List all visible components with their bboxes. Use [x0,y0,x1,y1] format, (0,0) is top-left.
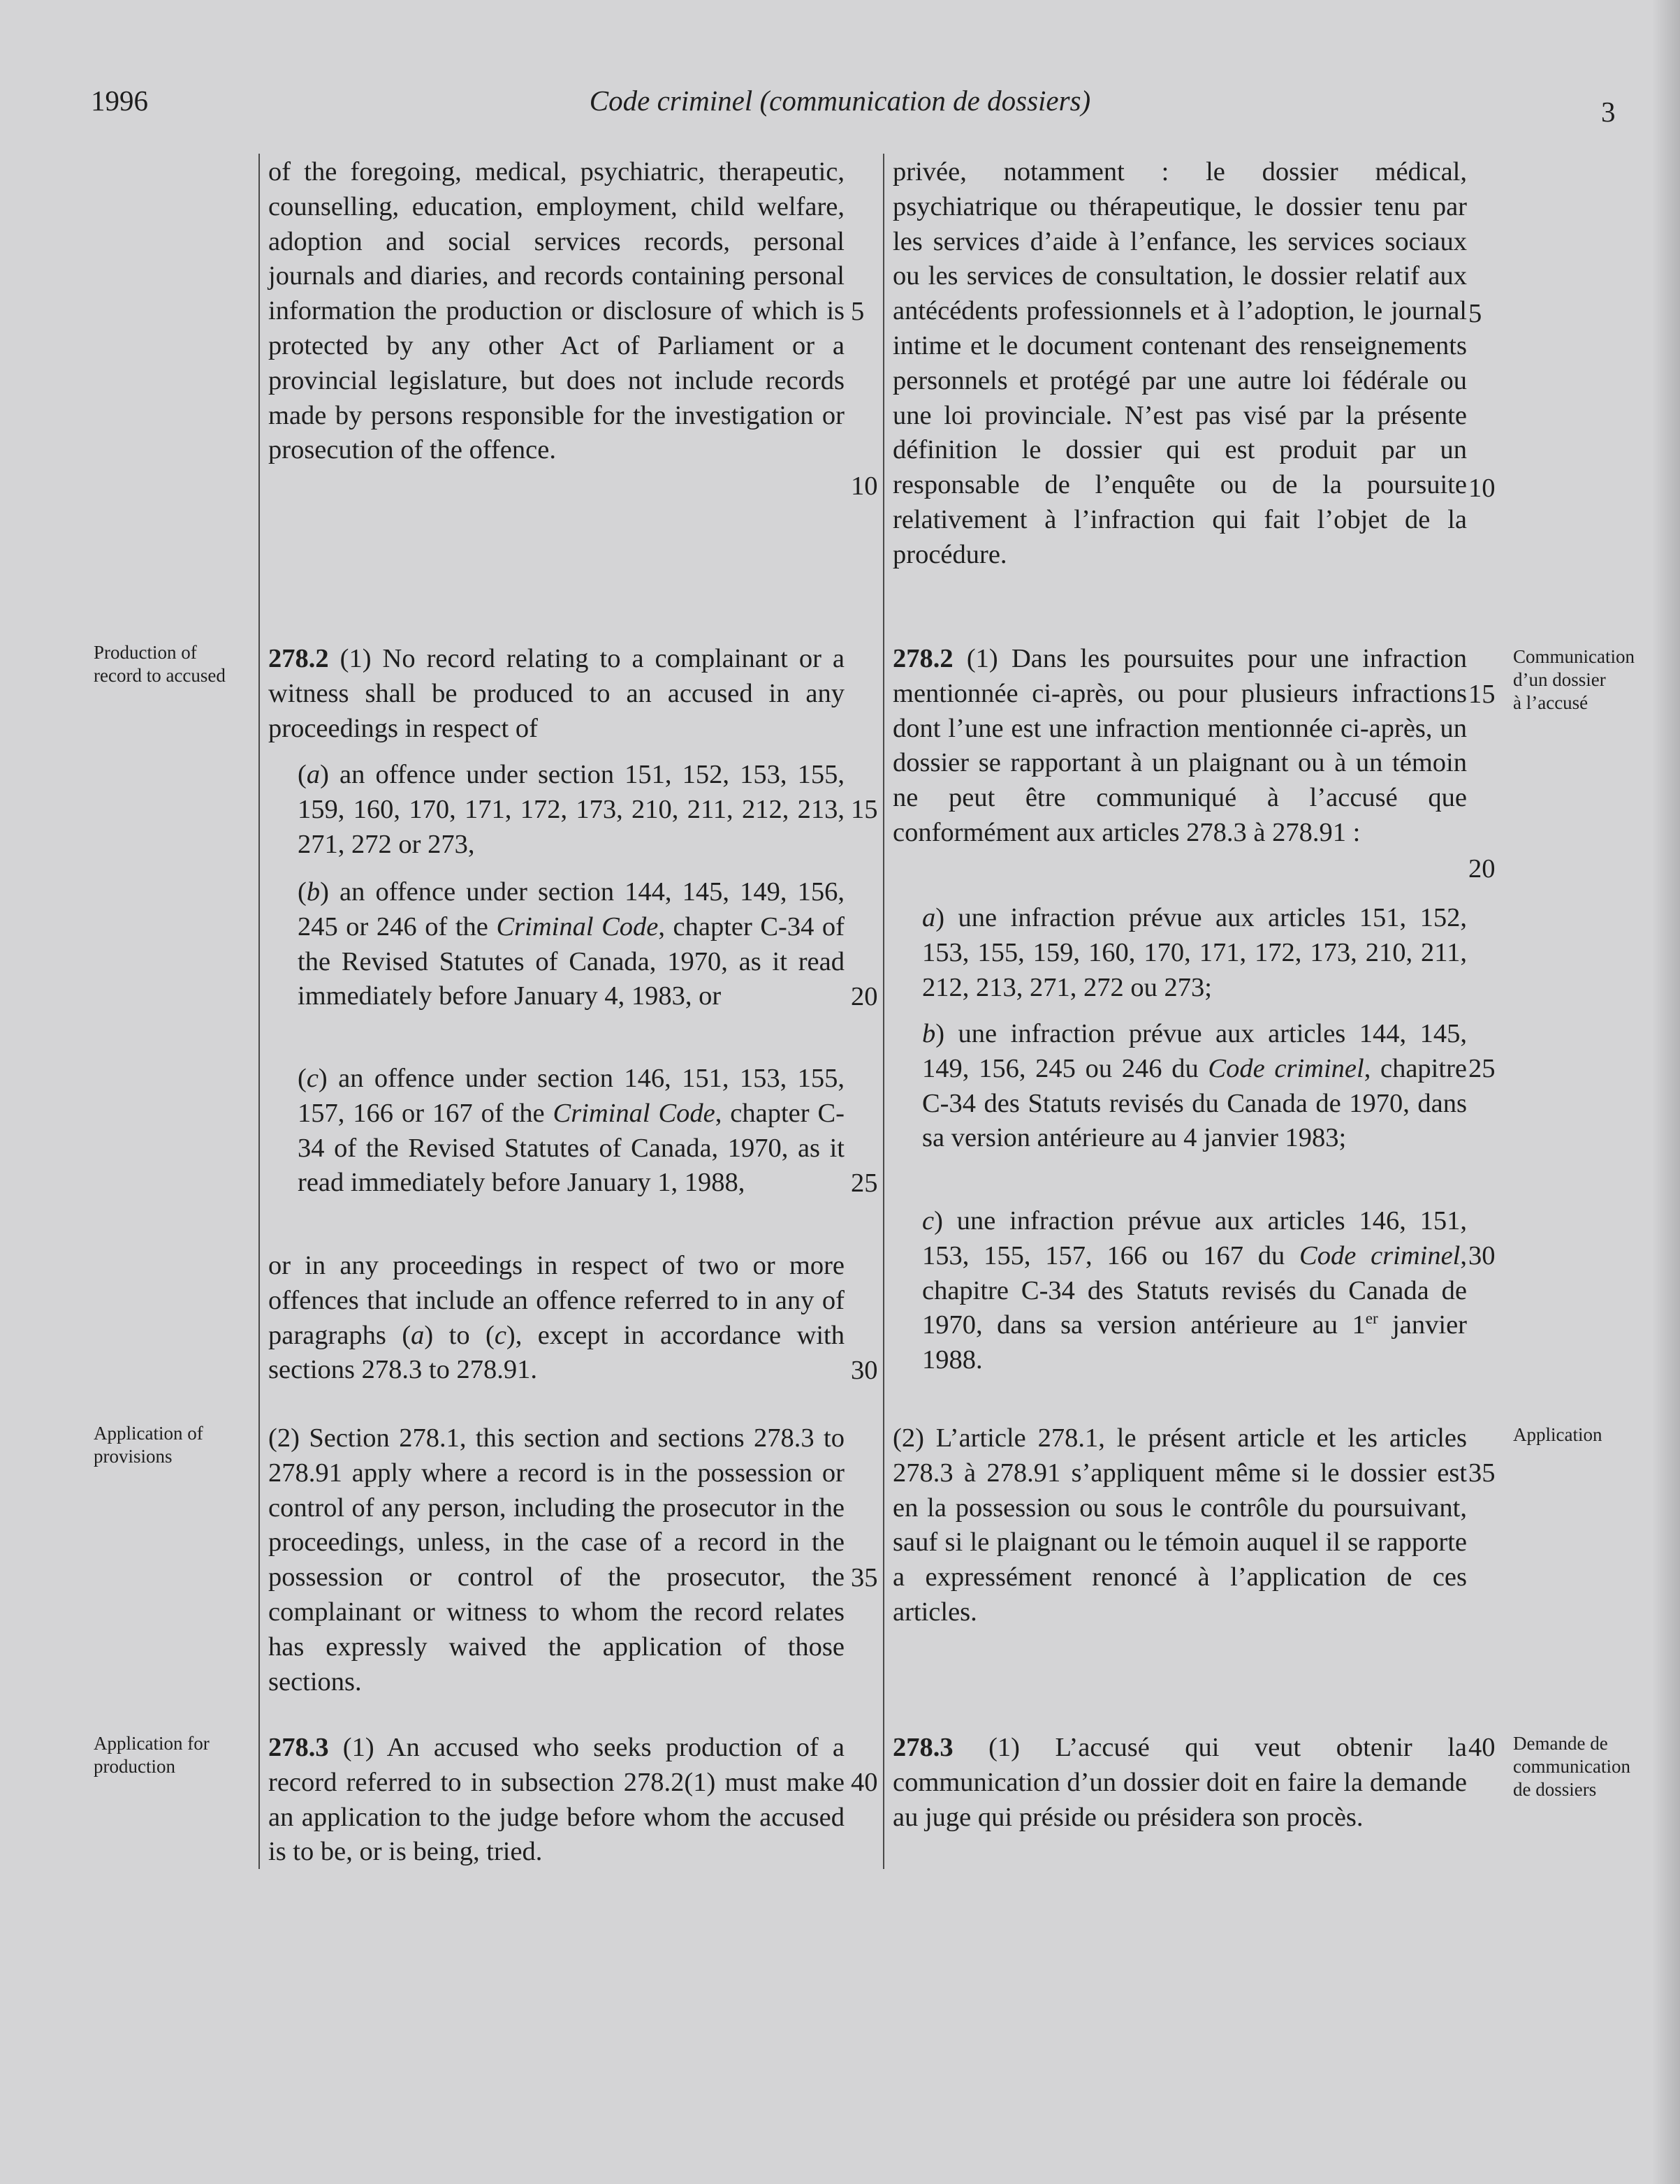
en-tail-mid: to [433,1320,485,1350]
en-text-b-code: Criminal Code [496,911,659,941]
line-number: 25 [851,1168,878,1198]
fr-278-3-text: (1) L’accusé qui veut obtenir la communication d’un dossier doit en faire la demande au juge qui préside ou présidera son procès. [893,1733,1467,1832]
line-number: 35 [1468,1458,1496,1488]
fr-label-b: b [922,1019,936,1048]
fr-section-number: 278.2 [893,644,954,673]
fr-text-b-pre: ) une infraction prévue aux articles 144, 145, 149, 156, 245 ou 246 du [922,1019,1467,1083]
fr-section-lead: (1) Dans les poursuites pour une infraction mentionnée ci-après, ou pour plusieurs infractions dont l’une est une infraction mentionnée ci-après, un dossier se rapportant à un plaignant ou à un témoin ne peut être communiqué à l’accusé que conformément aux articles 278.3 à 278.91 : [893,644,1467,847]
fr-text-b-code: Code criminel [1208,1053,1364,1083]
en-text-b-pre: an offence under section 144, 145, 149, 156, 245 or 246 of the [298,877,845,941]
column-rule-left [258,154,260,1869]
en-label-a: a [306,760,321,789]
en-text-c-post: , chapter C-34 of the Revised Statutes of Canada, 1970, as it read immediately before January 1, 1988, [298,1098,845,1198]
en-text-a: an offence under section 151, 152, 153, 155, 159, 160, 170, 171, 172, 173, 210, 211, 212, 213, 271, 272 or 273, [298,760,845,859]
en-tail-pre: or in any proceedings in respect of two or more offences that include an offence referred to in any of paragraphs [268,1251,845,1350]
en-paragraph-a: (a) an offence under section 151, 152, 153, 155, 159, 160, 170, 171, 172, 173, 210, 211, 212, 213, 271, 272 or 273, [298,760,845,859]
fr-text-c-sup: er [1365,1309,1378,1328]
line-number: 10 [851,471,878,501]
en-section-278-3 [268,1731,845,1870]
fr-278-3-number: 278.3 [893,1733,954,1762]
fr-intro-paragraph: privée, notamment : le dossier médical, psychiatrique ou thérapeutique, le dossier tenu par les services d’aide à l’enfance, les services sociaux ou les services de consultation, le dossier relatif aux antécédents professionnels et à l’adoption, le journal intime et le document contenant des renseignements personnels et protégé par une autre loi fédérale ou une loi provinciale. N’est pas visé par la présente définition le dossier qui est produit par un responsable de l’enquête ou de la poursuite relativement à l’infraction qui fait l’objet de la procédure. [893,157,1467,569]
fr-section-278-2-2: (2) L’article 278.1, le présent article et les articles 278.3 à 278.91 s’appliquent même si le dossier est en la possession ou sous le contrôle du poursuivant, sauf si le plaignant ou le témoin auquel il se rapporte a expressément renoncé à l’application de ces articles. [893,1423,1467,1627]
margin-note-production: Production of record to accused [94,642,226,686]
fr-text-c-post: janvier 1988. [922,1310,1467,1375]
margin-note-communication: Communication d’un dossier à l’accusé [1513,646,1635,713]
en-text-b-post: , chapter C-34 of the Revised Statutes of Canada, 1970, as it read immediately before January 4, 1983, or [298,911,845,1011]
margin-note-application-production: Application for production [94,1733,210,1777]
en-text-c-pre: an offence under section 146, 151, 153, 155, 157, 166 or 167 of the [298,1064,845,1128]
fr-label-a: a [922,903,936,932]
en-278-3-number: 278.3 [268,1733,329,1762]
en-tail-c: c [494,1320,506,1350]
margin-note-application: Application [1513,1424,1602,1445]
header-year: 1996 [91,85,148,117]
en-label-b: b [306,877,321,907]
header-title: Code criminel (communication de dossiers) [589,85,1091,117]
fr-section-278-2-1 [893,642,1467,851]
fr-paragraph-b [893,1017,1467,1156]
en-tail-post: , except in accordance with sections 278.3 to 278.91. [268,1320,845,1385]
page-number: 3 [1601,96,1616,128]
margin-note-application-provisions: Application of provisions [94,1423,203,1467]
en-tail-a: a [411,1320,425,1350]
line-number: 5 [851,297,865,326]
fr-paragraph-a [893,901,1467,1005]
line-number: 30 [1468,1241,1496,1270]
en-section-lead: (1) No record relating to a complainant or a witness shall be produced to an accused in any proceedings in respect of [268,644,845,743]
en-intro-paragraph: of the foregoing, medical, psychiatric, therapeutic, counselling, education, employment, child welfare, adoption and social services records, personal journals and diaries, and records containing personal information the production or disclosure of which is protected by any other Act of Parliament or a provincial legislature, but does not include records made by persons responsible for the investigation or prosecution of the offence. [268,157,845,465]
line-number: 15 [851,795,878,824]
fr-section-278-3 [893,1731,1467,1835]
line-number: 5 [1468,299,1482,328]
en-278-3-text: (1) An accused who seeks production of a record referred to in subsection 278.2(1) must make an application to the judge before whom the accused is to be, or is being, tried. [268,1733,845,1867]
en-paragraph-c: (c) an offence under section 146, 151, 153, 155, 157, 166 or 167 of the Criminal Code, chapter C-34 of the Revised Statutes of Canada, 1970, as it read immediately before January 1, 1988, [298,1064,845,1198]
line-number: 30 [851,1356,878,1385]
page-edge-shadow [1652,0,1680,2184]
line-number: 20 [1468,854,1496,884]
line-number: 25 [1468,1054,1496,1083]
line-number: 15 [1468,680,1496,709]
fr-text-c-code: Code criminel [1299,1240,1461,1270]
fr-paragraph-c [893,1204,1467,1378]
fr-text-c-mid: , chapitre C-34 des Statuts revisés du Canada de 1970, dans sa version antérieure au 1 [922,1240,1467,1340]
margin-note-demande: Demande de communication de dossiers [1513,1733,1630,1800]
en-text-c-code: Criminal Code [553,1098,715,1128]
en-label-c: c [306,1064,319,1093]
line-number: 35 [851,1563,878,1592]
en-section-278-2-tail: or in any proceedings in respect of two or more offences that include an offence referred to in any of paragraphs (a) to (c), except in accordance with sections 278.3 to 278.91. [268,1251,845,1385]
fr-label-c: c [922,1206,935,1236]
en-paragraph-b: (b) an offence under section 144, 145, 149, 156, 245 or 246 of the Criminal Code, chapter C-34 of the Revised Statutes of Canada, 1970, as it read immediately before January 4, 1983, or [298,877,845,1011]
en-section-number: 278.2 [268,644,329,673]
line-number: 20 [851,982,878,1011]
en-section-278-2-1 [268,642,845,746]
line-number: 10 [1468,474,1496,503]
fr-text-a: ) une infraction prévue aux articles 151, 152, 153, 155, 159, 160, 170, 171, 172, 173, 210, 211, 212, 213, 271, 272 ou 273; [922,903,1467,1002]
en-section-278-2-2: (2) Section 278.1, this section and sections 278.3 to 278.91 apply where a record is in the possession or control of any person, including the prosecutor in the proceedings, unless, in the case of a record in the possession or control of the prosecutor, the complainant or witness to whom the record relates has expressly waived the application of those sections. [268,1423,845,1696]
line-number: 40 [1468,1733,1496,1762]
fr-text-b-post: , chapitre C-34 des Statuts revisés du Canada de 1970, dans sa version antérieure au 4 janvier 1983; [922,1053,1467,1153]
fr-text-c-pre: ) une infraction prévue aux articles 146, 151, 153, 155, 157, 166 ou 167 du [922,1206,1467,1270]
column-rule-middle [883,154,884,1869]
line-number: 40 [851,1768,878,1797]
